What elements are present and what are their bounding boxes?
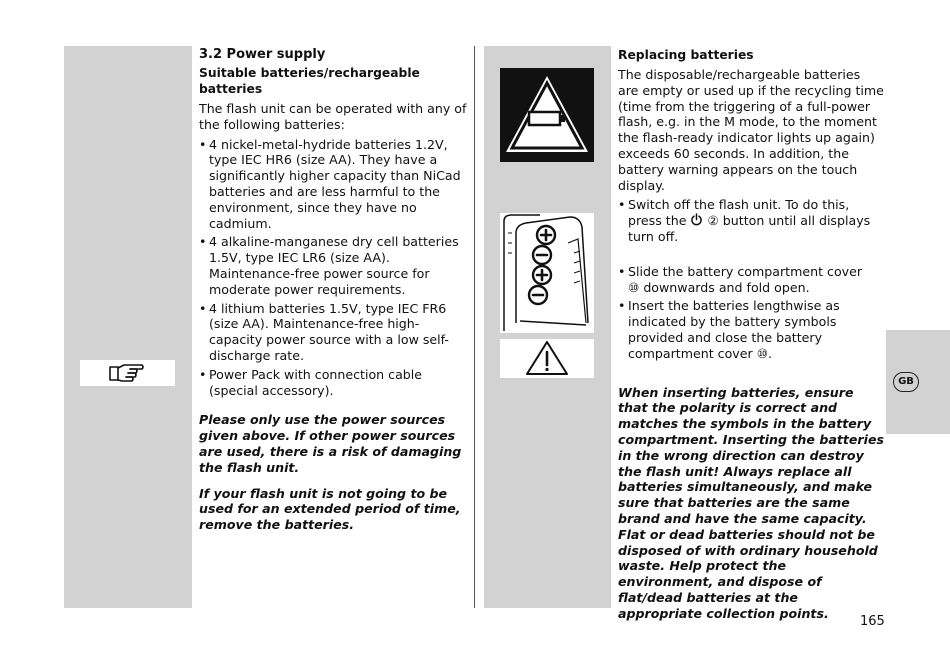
list-item: • 4 nickel-metal-hydride batteries 1.2V, type IEC HR6 (size AA). They have a significantly higher capacity than NiCad batteries and are less harmful to the environment, since they have no cadmium. (199, 137, 467, 232)
step2-text-a: Slide the battery compartment cover (628, 263, 863, 279)
column-divider (474, 46, 475, 608)
warning-box (500, 339, 594, 378)
warning-icon (500, 339, 594, 378)
left-column (199, 47, 467, 533)
hand-pointing-icon-box (80, 360, 175, 386)
replacing-heading: Replacing batteries (618, 48, 754, 62)
battery-warning-box (500, 68, 594, 162)
intro-paragraph: The flash unit can be operated with any of the following batteries: (199, 101, 467, 132)
page-number: 165 (860, 614, 885, 629)
list-item: • Power Pack with connection cable (special accessory). (199, 367, 467, 399)
step3-text-a: Insert the batteries lengthwise as indicated by the battery symbols provided and close the battery compartment cover (628, 298, 840, 361)
list-item: • 4 lithium batteries 1.5V, type IEC FR6 (size AA). Maintenance-free high-capacity power source with a low self-discharge rate. (199, 301, 467, 364)
power-source-note: Please only use the power sources given above. If other power sources are used, there is a risk of damaging the flash unit. (199, 412, 462, 475)
language-badge: GB (893, 372, 919, 392)
power-icon (690, 213, 703, 226)
replacing-steps (618, 197, 884, 361)
step2-text-b: downwards and fold open. (643, 279, 810, 295)
left-margin-column (64, 46, 192, 608)
battery-warning-icon (500, 68, 594, 162)
list-item (618, 298, 884, 361)
step3-ref: ⑩ (756, 345, 768, 361)
step1-ref: ② (707, 213, 719, 229)
storage-note: If your flash unit is not going to be used for an extended period of time, remove the batteries. (199, 485, 461, 533)
battery-compartment-box (500, 213, 594, 333)
list-item (618, 197, 884, 244)
step3-text-b: . (767, 345, 772, 361)
step2-ref: ⑩ (628, 279, 640, 295)
battery-list (199, 137, 467, 399)
section-subheading: Suitable batteries/rechargeable batteries (199, 66, 420, 96)
right-column (618, 47, 884, 622)
polarity-warning: When inserting batteries, ensure that the polarity is correct and matches the symbols in the battery compartment. Inserting the batteries in the wrong direction can destroy the flash unit! Always replace all batteries simultaneously, and make sure that batteries are the same brand and have the same capacity. Flat or dead batteries should not be disposed of with ordinary household waste. Help protect the environment, and dispose of flat/dead batteries at the appropriate collection points. (618, 384, 884, 621)
list-item: • 4 alkaline-manganese dry cell batteries 1.5V, type IEC LR6 (size AA). Maintenance-free power source for moderate power requirements. (199, 234, 467, 297)
hand-pointing-icon (80, 360, 175, 386)
step1-text-a: Switch off the flash unit. To do this, press the (628, 197, 850, 229)
step1-text-b: button until all displays turn off. (628, 213, 871, 244)
replacing-paragraph: The disposable/rechargeable batteries are empty or used up if the recycling time (time from the triggering of a full-power flash, e.g. in the M mode, to the moment the flash-ready indicator lights up again) exceeds 60 seconds. In addition, the battery warning appears on the touch display. (618, 67, 884, 193)
list-item (618, 264, 884, 296)
section-heading: 3.2 Power supply (199, 47, 326, 62)
battery-compartment-illustration (500, 213, 594, 333)
